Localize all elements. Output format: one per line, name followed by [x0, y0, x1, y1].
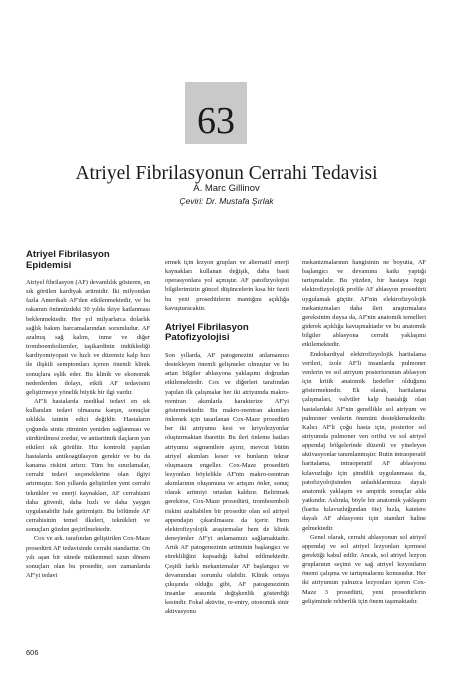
- text-column-3: [302, 258, 426, 630]
- text-column-1: [26, 250, 150, 630]
- paragraph: Atriyel fibrilasyon (AF) devamlılık gösteren, en sık görülen kardiyak aritmidir. İki milyondan fazla Amerikalı AF'den etkilenmektedir, ve bu rakamın önümüzdeki 30 yılda ikiye katlanması beklenmektedir. Her yıl milyarlarca dolarlık sağlık bakım harcamalarından sorumludur. AF azalmış sağ kalım, inme ve diğer tromboembolizmler, taşikardinin indüklediği kardiyomiyopati ve hızlı ve düzensiz kalp hızı ile ilişkili semptomları içeren önemli klinik sonuçlara eşlik eder. Bu klinik ve ekonomik nedenlerden dolayı, etkili AF tedavisini geliştirmeye yönelik büyük bir ilgi vardır.: [26, 279, 150, 396]
- chapter-title: Atriyel Fibrilasyonun Cerrahi Tedavisi: [75, 163, 378, 185]
- paragraph: ermek için lezyon grupları ve alternatif enerji kaynakları kullanan değişik, daha basit operasyonlara yol açmıştır. AF patofizyolojisi bilgilerimizin güncel düşüncelerin kısa bir özeti bu yeni prosedürlerin mantığını açıklığa kavuşturacaktır.: [165, 259, 289, 312]
- paragraph: Cox ve ark. tarafından geliştirilen Cox-Maze prosedürü AF tedavisinde cerrahi standarttır. On yılı aşan bir sürede mükemmel uzun dönem sonuçları olan bu prosedür, son zamanlarda AF'yi tedavi: [26, 535, 150, 579]
- paragraph: mekanizmalarının hangisinin ne boyutta, AF başlangıcı ve devamına katkı yaptığı tartışmalıdır. Bu yüzden, bir hastaya özgü elektrofizyolojik profile AF ablasyon prosedürü uygulamak güçtür. AF'nin elektrofizyolojik mekanizmaları daha ileri araştırmalara gereksinim duysa da, AF'nin anatomik temelleri giderek açıklığa kavuşmaktadır ve bu anatomik bilgiler ablasyona cerrahi yaklaşımı etkilemektedir.: [302, 259, 426, 349]
- section-heading-epidemiology: Atriyel Fibrilasyon Epidemisi: [26, 250, 110, 271]
- page-number: 606: [26, 648, 39, 657]
- section-heading-pathophysiology: Atriyel Fibrilasyon Patofizyolojisi: [165, 321, 249, 344]
- paragraph: Son yıllarda, AF patogenezini anlamamızı destekleyen önemli gelişmeler olmuştur ve bu artan bilgiler ablasyona yaklaşımı doğrudan etkilemektedir. Cox ve diğerleri tarafından yapılan ilk çalışmalar her iki atriyumda makro-reentran akımlarla karakterize AF'yi göstermektedir. Bu makro-reentran akımları önlemek için tasarlanan Cox-Maze prosedürü her iki atriyumu kesi ve kriyolezyonlar oluşturmaktan ibarettir. Bu ileri önleme hatları atriyumu segmentlere ayırır, mevcut bütün atriyel akımları keser ve bunların tekrar oluşmasını engeller. Cox-Maze prosedürü lezyonları böylelikle AF'nin makro-reentran akımlarının oluşumuna ve artışını önler, sonuç olarak aritmiyi ortadan kaldırır. Belirtmek gerekirse, Cox-Maze prosedürü, tromboemboli riskini azaltabilen bir prosedür olan sol atriyel appendajın çıkarılmasını da içerir. Hem elektrofizyolojik araştırmalar hem de klinik deneyimler AF'yi anlamamızı sağlamaktadır. Artık AF patogenezinin aritminin başlangıcı ve sürekliliğini kapsadığı kabul edilmektedir. Çeşitli farklı mekanizmalar AF başlangıcı ve devamından sorumlu olabilir. Klinik ortaya çıkışında olduğu gibi, AF patogenezinin insanlar arasında değişkenlik gösterdiği kesindir. Fokal aktivite, re-entry, otonomik sinir aktivasyonu: [165, 351, 289, 616]
- paragraph: AF'li hastalarda medikal tedavi en sık kullanılan tedavi olmasına karşın, sonuçlar sıklıkla tatmin edici değildir. Hastaların çoğunda sinüs ritminin yeniden sağlanması ve sürdürülmesi zordur, ve antiaritmik ilaçların yan etkileri sık görülür. Hız kontrolü yapılan hastalarda antikoagülasyon gerekir ve bu da kanama riskini artırır. Tüm bu sınırlamalar, cerrahi tedavi seçeneklerine olan ilgiyi artırmıştır. Son yıllarda geliştirilen yeni cerrahi teknikler ve enerji kaynakları, AF cerrahisini daha güvenli, daha hızlı ve daha yaygın uygulanabilir hale getirmiştir. Bu bölümde AF cerrahisinin temel ilkeleri, teknikleri ve sonuçları gözden geçirilmektedir.: [26, 398, 150, 534]
- translator-credit: Çeviri: Dr. Mustafa Şırlak: [179, 196, 274, 206]
- chapter-number: 63: [197, 100, 235, 142]
- text-column-2: [165, 258, 289, 630]
- paragraph: Endokardiyal elektrofizyolojik haritalama verileri, izole AF'li insanlarda pulmoner venlerin ve sol atriyum posteriorunun ablasyon için kritik anatomik hedefler olduğunu göstermektedir. Ek olarak, haritalama çalışmaları, valvüler kalp hastalığı olan hastalardaki AF'nin genellikle sol atriyum ve pulmoner venlerin önemini desteklemektedir. Kalıcı AF'li çoğu hasta için, posterior sol atriyumda pulmoner ven orifisi ve sol atriyel appendaj bölgelerinde düzenli ve yineleyen aktivasyonlar tanımlanmıştır. Rutin intraoperatif haritalama, intraoperatif AF ablasyonu kılavuzluğu için şimdilik uygulanmasa da, patofizyolojisinden anladıklarımıza dayalı anatomik yaklaşım ve ampirik sonuçlar alda yatkındır. Aslında, böyle bir anatomik yaklaşım (harita kılavuzluğundan öte) hızla, katetere dayalı AF ablasyonu için standart haline gelmektedir.: [302, 350, 426, 532]
- paragraph: Genel olarak, cerrahi ablasyonun sol atriyel appendaj ve sol atriyel lezyonları içermesi gerektiği kabul edilir. Ancak, sol atriyel lezyon gruplarının seçimi ve sağ atriyel lezyonların önemi çalışma ve tartışmalarını konusudur. Her iki atriyumun yalnızca lezyonları içeren Cox-Maze 3 prosedürü, yeni prosedürlerin gelişiminde rehberlik için önem taşımaktadır.: [302, 533, 426, 605]
- author-name: A. Marc Gillinov: [193, 183, 260, 194]
- chapter-number-box: [185, 82, 247, 144]
